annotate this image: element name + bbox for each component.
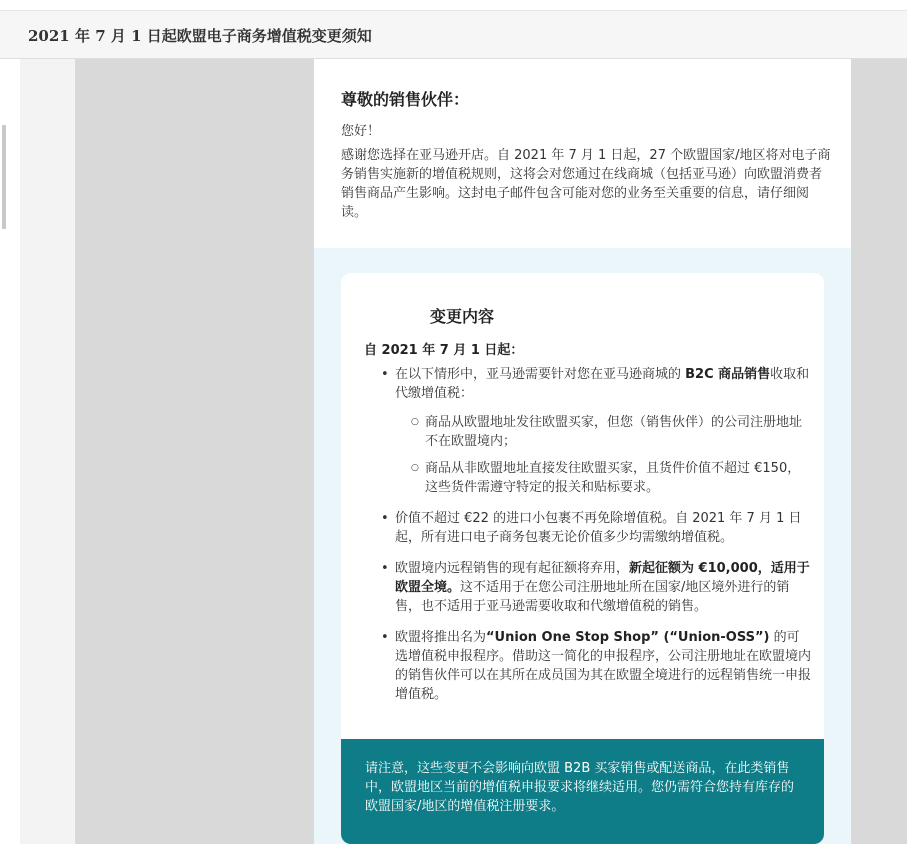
list-item [381,559,811,616]
effective-date: 自 2021 年 7 月 1 日起： [364,343,524,358]
changes-list [381,365,811,716]
bullet-bold: B2C 商品销售 [685,367,771,382]
notice-text: 请注意，这些变更不会影响向欧盟 B2B 买家销售或配送商品，在此类销售中，欧盟地区当前的增值税申报要求将继续适用。您仍需符合您持有库存的欧盟国家/地区的增值税注册要求。 [365,761,795,814]
hello-text: 您好！ [341,124,381,139]
article-title: 2021 年 7 月 1 日起欧盟电子商务增值税变更须知 [28,27,372,45]
email-content [314,59,851,844]
list-item: • 价值不超过 €22 的进口小包裹不再免除增值税。自 2021 年 7 月 1 日起，所有进口电子商务包裹无论价值多少均需缴纳增值税。 [381,509,811,547]
bullet-text: 欧盟将推出名为 [395,630,487,645]
bullet-text: 收取和代缴增值税： [395,367,810,401]
scrollbar-thumb[interactable] [2,125,6,229]
changes-card [341,273,824,844]
list-item [381,628,811,704]
bullet-text: 在以下情形中，亚马逊需要针对您在亚马逊商城的 [395,367,686,382]
article-header [0,11,907,59]
bullet-bold: “Union One Stop Shop” (“Union-OSS”) [486,630,770,645]
intro-paragraph: 感谢您选择在亚马逊开店。自 2021 年 7 月 1 日起，27 个欧盟国家/地区将对电子商务销售实施新的增值税规则，这将会对您通过在线商城（包括亚马逊）向欧盟消费者销售商品产生影响。这封电子邮件包含可能对您的业务至关重要的信息，请仔细阅读。 [341,148,831,220]
sub-list-item: ○ 商品从欧盟地址发往欧盟买家，但您（销售伙伴）的公司注册地址不在欧盟境内； [395,413,811,451]
bullet-text: 欧盟境内远程销售的现有起征额将弃用， [395,561,630,576]
top-strip [0,0,907,11]
bullet-text: 的可选增值税申报程序。借助这一简化的申报程序，公司注册地址在欧盟境内的销售伙伴可以在其所在成员国为其在欧盟全境进行的远程销售统一申报增值税。 [395,630,812,702]
notice-box [341,739,824,844]
changes-section [314,248,851,844]
sub-list-item: ○ 商品从非欧盟地址直接发往欧盟买家，且货件价值不超过 €150，这些货件需遵守特定的报关和贴标要求。 [395,459,811,497]
sub-list [395,413,811,497]
greeting-title: 尊敬的销售伙伴： [341,90,470,109]
bullet-text: 这不适用于在您公司注册地址所在国家/地区境外进行的销售，也不适用于亚马逊需要收取和代缴增值税的销售。 [395,580,790,614]
bullet-bold: 新起征额为 €10,000，适用于欧盟全境。 [395,561,810,595]
list-item [381,365,811,497]
left-gutter [0,59,20,844]
changes-title: 变更内容 [430,307,495,326]
email-intro [314,59,851,248]
